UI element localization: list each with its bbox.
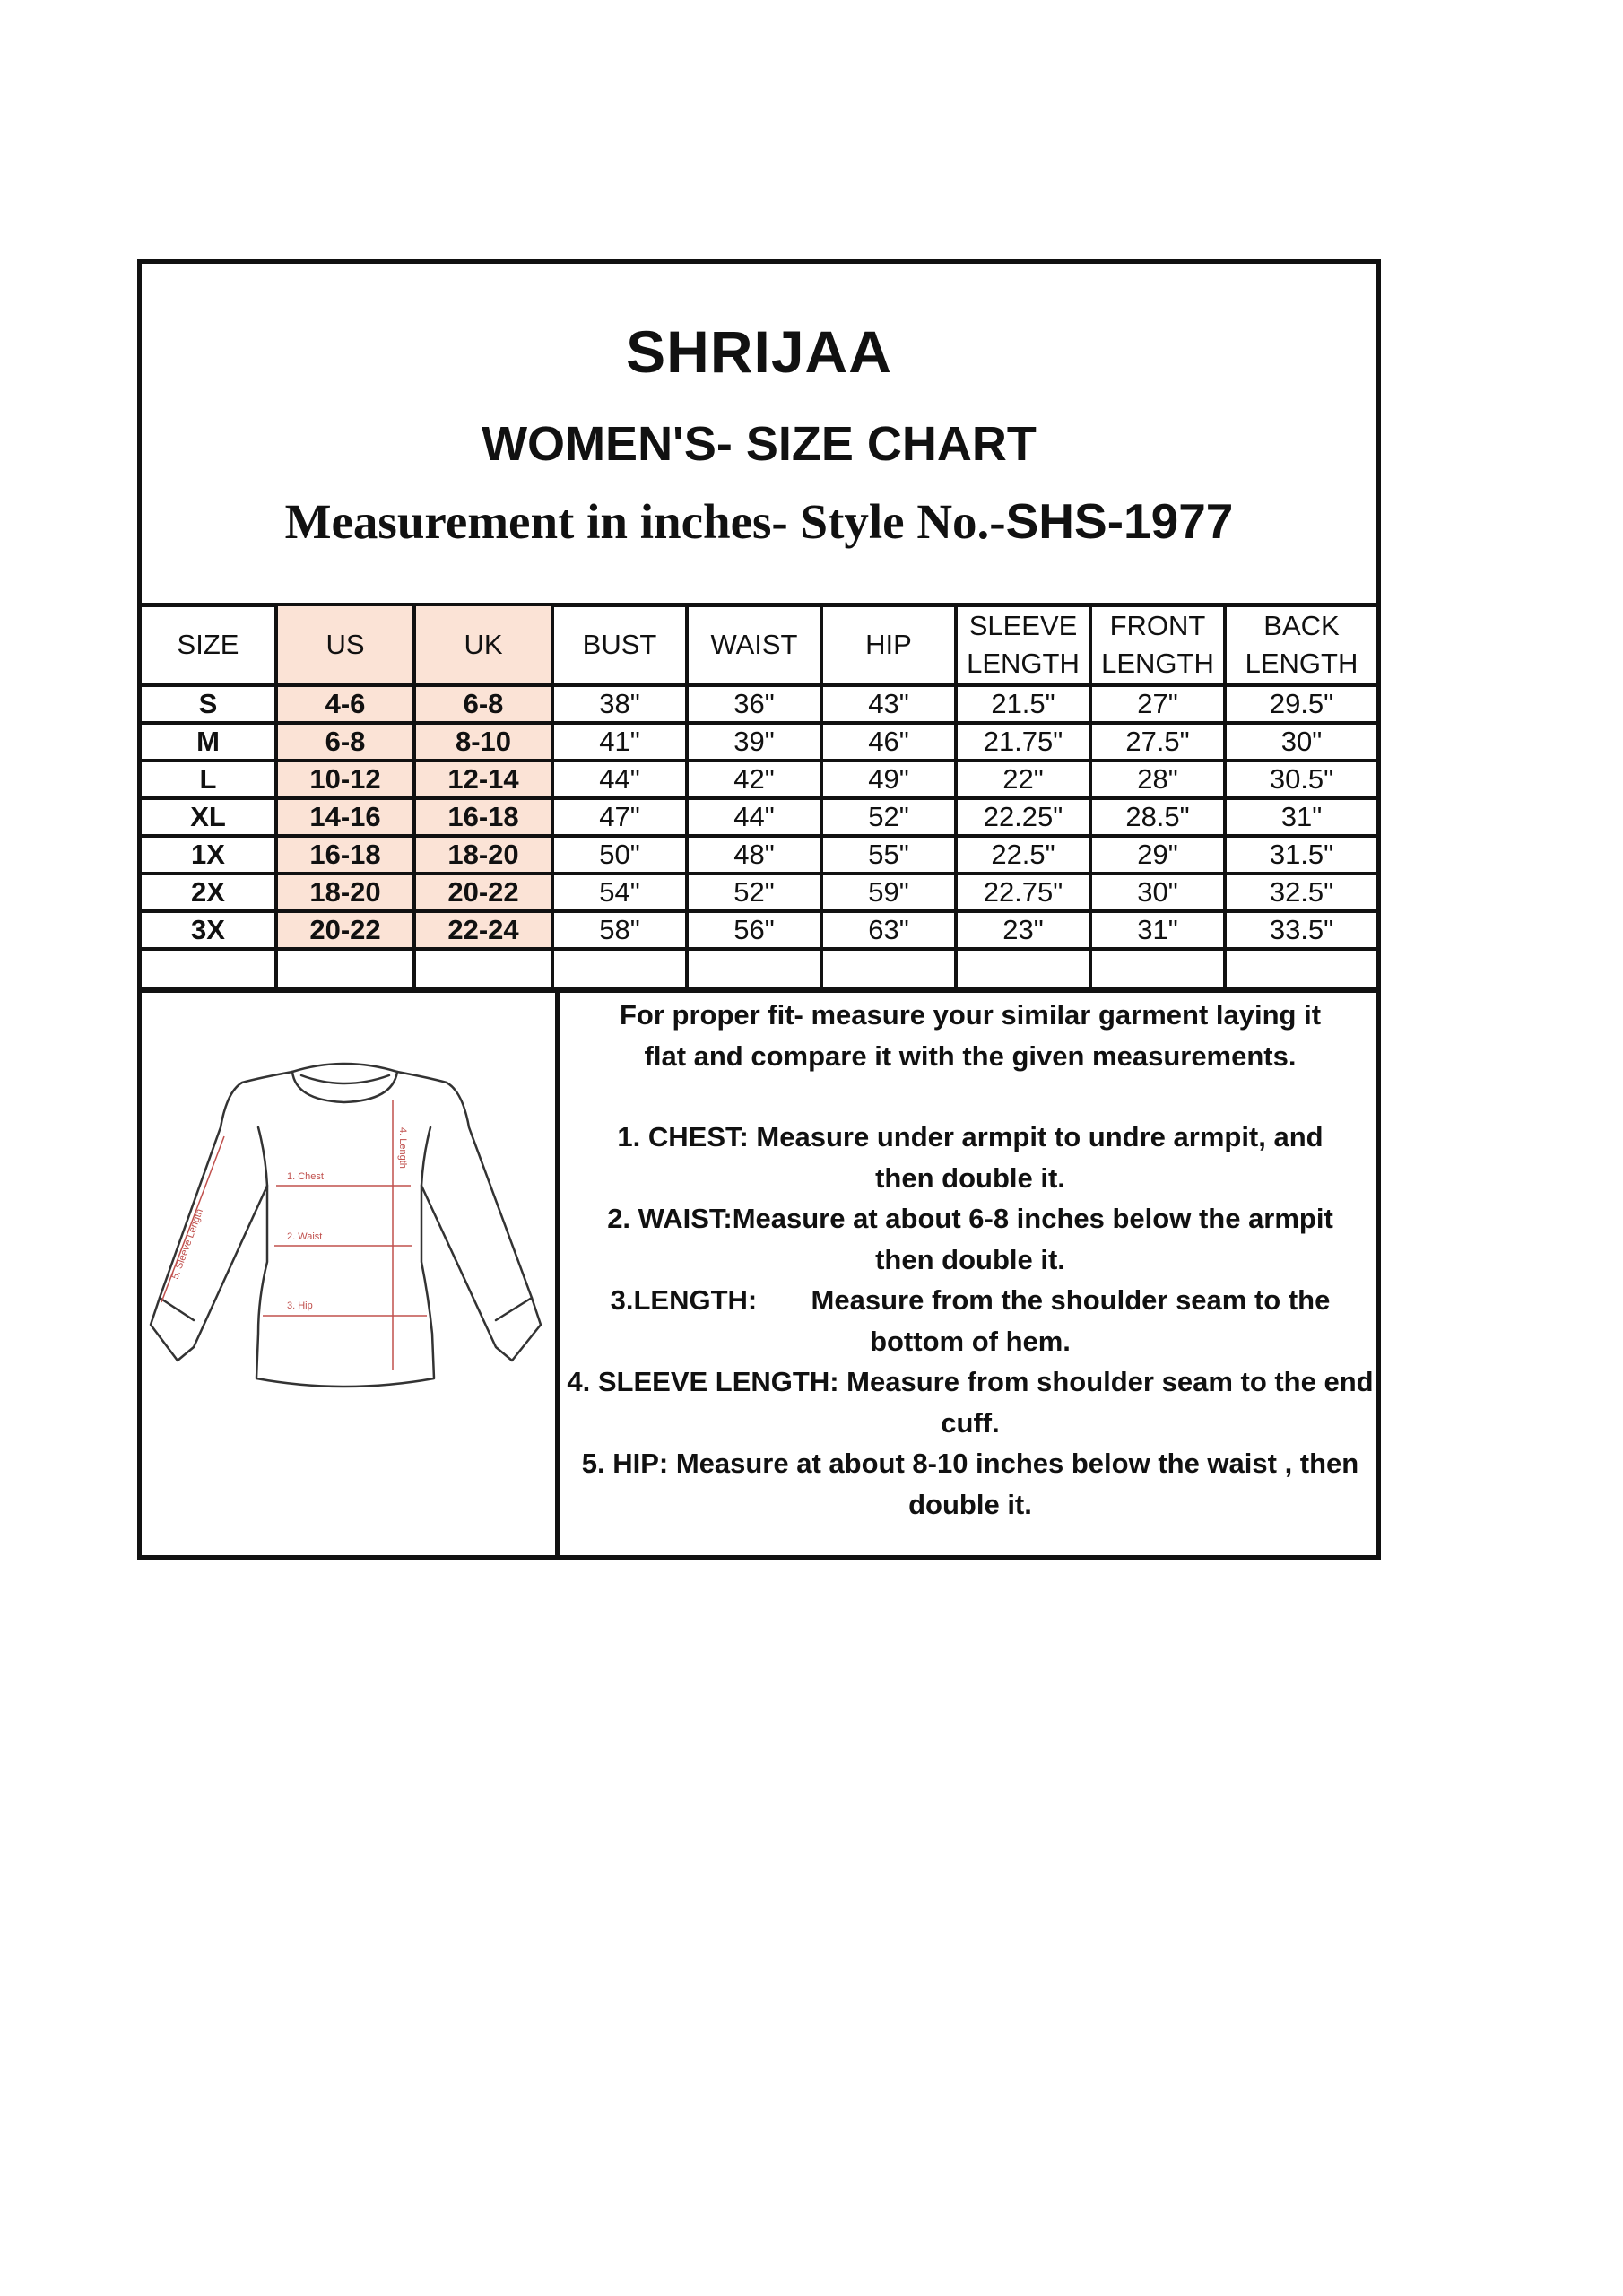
- table-cell: 33.5": [1225, 911, 1376, 949]
- instruction-line: bottom of hem.: [870, 1325, 1071, 1357]
- table-cell: 44": [687, 798, 821, 836]
- table-cell: 22-24: [414, 911, 552, 949]
- table-cell: 39": [687, 723, 821, 761]
- table-cell: 31": [1090, 911, 1225, 949]
- garment-sketch: [142, 993, 555, 1555]
- table-cell: XL: [142, 798, 276, 836]
- empty-cell: [276, 949, 414, 988]
- empty-cell: [142, 949, 276, 988]
- chart-header: [142, 264, 1376, 607]
- table-row: [142, 685, 1376, 723]
- table-cell: 50": [552, 836, 687, 874]
- sleeve-label: 5. Sleeve Length: [169, 1207, 206, 1282]
- column-header: FRONT LENGTH: [1090, 604, 1225, 685]
- column-header: US: [276, 604, 414, 685]
- table-cell: 47": [552, 798, 687, 836]
- table-cell: 28.5": [1090, 798, 1225, 836]
- table-cell: 31.5": [1225, 836, 1376, 874]
- table-cell: 2X: [142, 874, 276, 911]
- table-cell: 12-14: [414, 761, 552, 798]
- table-cell: 59": [821, 874, 956, 911]
- measurement-note: [142, 492, 1376, 550]
- empty-cell: [552, 949, 687, 988]
- table-cell: 29": [1090, 836, 1225, 874]
- table-cell: 21.5": [956, 685, 1090, 723]
- table-cell: 30": [1090, 874, 1225, 911]
- length-label: 4. Length: [397, 1127, 408, 1169]
- table-cell: 16-18: [276, 836, 414, 874]
- table-row: [142, 723, 1376, 761]
- table-cell: 3X: [142, 911, 276, 949]
- empty-cell: [1225, 949, 1376, 988]
- table-cell: 21.75": [956, 723, 1090, 761]
- table-cell: 14-16: [276, 798, 414, 836]
- measuring-instructions: [564, 993, 1376, 1555]
- empty-cell: [821, 949, 956, 988]
- chest-label: 1. Chest: [287, 1171, 324, 1182]
- table-cell: 32.5": [1225, 874, 1376, 911]
- table-cell: 27.5": [1090, 723, 1225, 761]
- instruction-line: 5. HIP: Measure at about 8-10 inches below the waist , then: [581, 1448, 1359, 1479]
- instruction-line: 4. SLEEVE LENGTH: Measure from shoulder seam to the end: [567, 1366, 1374, 1397]
- table-row: [142, 798, 1376, 836]
- table-cell: 52": [687, 874, 821, 911]
- table-cell: 22.25": [956, 798, 1090, 836]
- measurement-prefix: Measurement in inches- Style No.-: [284, 494, 1006, 549]
- table-cell: 31": [1225, 798, 1376, 836]
- table-cell: 44": [552, 761, 687, 798]
- table-cell: M: [142, 723, 276, 761]
- table-cell: 42": [687, 761, 821, 798]
- table-cell: 63": [821, 911, 956, 949]
- chart-subtitle: WOMEN'S- SIZE CHART: [482, 417, 1037, 471]
- size-chart-sheet: [137, 259, 1381, 1560]
- empty-cell: [1090, 949, 1225, 988]
- empty-cell: [687, 949, 821, 988]
- waist-label: 2. Waist: [287, 1231, 323, 1242]
- table-cell: 43": [821, 685, 956, 723]
- table-cell: 55": [821, 836, 956, 874]
- table-cell: 28": [1090, 761, 1225, 798]
- intro-line: flat and compare it with the given measurements.: [644, 1039, 1297, 1072]
- table-cell: 23": [956, 911, 1090, 949]
- table-cell: 29.5": [1225, 685, 1376, 723]
- table-cell: 38": [552, 685, 687, 723]
- table-cell: 16-18: [414, 798, 552, 836]
- table-cell: 6-8: [414, 685, 552, 723]
- instruction-line: then double it.: [875, 1161, 1065, 1194]
- table-cell: 30.5": [1225, 761, 1376, 798]
- table-cell: S: [142, 685, 276, 723]
- column-header: SLEEVE LENGTH: [956, 604, 1090, 685]
- table-row: [142, 874, 1376, 911]
- table-cell: 58": [552, 911, 687, 949]
- brand-title: SHRIJAA: [626, 318, 892, 385]
- table-cell: 6-8: [276, 723, 414, 761]
- table-cell: 10-12: [276, 761, 414, 798]
- table-cell: 18-20: [414, 836, 552, 874]
- table-cell: 18-20: [276, 874, 414, 911]
- column-header: SIZE: [142, 604, 276, 685]
- garment-diagram: [142, 993, 560, 1555]
- table-header-row: [142, 604, 1376, 685]
- table-cell: 20-22: [414, 874, 552, 911]
- table-cell: 8-10: [414, 723, 552, 761]
- table-cell: 36": [687, 685, 821, 723]
- intro-line: For proper fit- measure your similar garment laying it: [619, 999, 1322, 1031]
- empty-row: [142, 949, 1376, 988]
- shirt-outline: [151, 1064, 541, 1387]
- instruction-line: double it.: [908, 1488, 1032, 1520]
- table-cell: 4-6: [276, 685, 414, 723]
- table-row: [142, 911, 1376, 949]
- table-cell: 20-22: [276, 911, 414, 949]
- table-cell: 22.75": [956, 874, 1090, 911]
- table-cell: 56": [687, 911, 821, 949]
- table-cell: 30": [1225, 723, 1376, 761]
- empty-cell: [956, 949, 1090, 988]
- table-cell: 1X: [142, 836, 276, 874]
- table-cell: 46": [821, 723, 956, 761]
- table-row: [142, 836, 1376, 874]
- size-table: [142, 603, 1376, 990]
- column-header: WAIST: [687, 604, 821, 685]
- table-row: [142, 761, 1376, 798]
- table-cell: L: [142, 761, 276, 798]
- lower-section: [142, 988, 1376, 1555]
- table-body: [142, 685, 1376, 988]
- empty-cell: [414, 949, 552, 988]
- hip-label: 3. Hip: [287, 1300, 313, 1311]
- instruction-line: 2. WAIST:Measure at about 6-8 inches below the armpit: [607, 1203, 1333, 1234]
- instruction-line: 1. CHEST: Measure under armpit to undre armpit, and: [617, 1121, 1324, 1152]
- table-cell: 22.5": [956, 836, 1090, 874]
- table-cell: 41": [552, 723, 687, 761]
- instruction-line: 3.LENGTH: Measure from the shoulder seam to the: [610, 1284, 1331, 1316]
- table-cell: 48": [687, 836, 821, 874]
- table-cell: 52": [821, 798, 956, 836]
- column-header: BUST: [552, 604, 687, 685]
- column-header: UK: [414, 604, 552, 685]
- table-cell: 54": [552, 874, 687, 911]
- table-cell: 27": [1090, 685, 1225, 723]
- column-header: BACK LENGTH: [1225, 604, 1376, 685]
- column-header: HIP: [821, 604, 956, 685]
- instruction-line: cuff.: [941, 1406, 1000, 1439]
- table-cell: 22": [956, 761, 1090, 798]
- table-cell: 49": [821, 761, 956, 798]
- instruction-list: [564, 1117, 1376, 1525]
- style-number: SHS-1977: [1005, 493, 1234, 549]
- instruction-line: then double it.: [875, 1243, 1065, 1275]
